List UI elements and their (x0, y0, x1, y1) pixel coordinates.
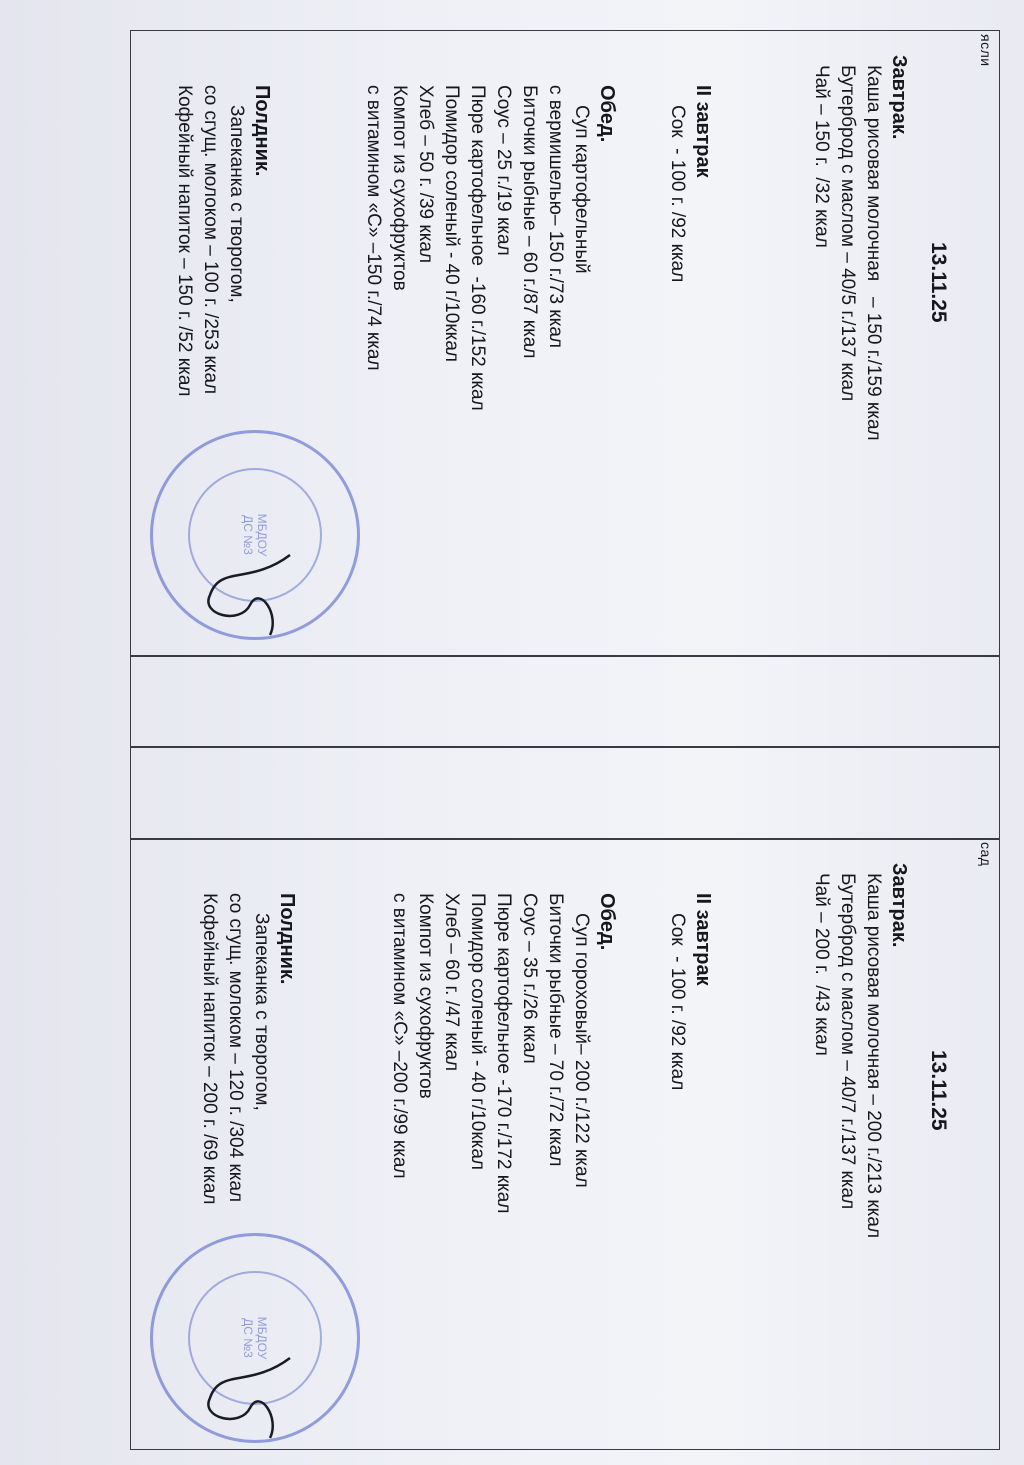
menu-item: Компот из сухофруктов (389, 85, 410, 291)
menu-item: Соус – 35 г./26 ккал (519, 893, 540, 1064)
menu-item: с витамином «С» –200 г./99 ккал (389, 893, 410, 1179)
menu-item: Пюре картофельное -160 г./152 ккал (467, 85, 488, 411)
meal-title: Завтрак. (888, 863, 910, 948)
menu-item: Хлеб – 50 г. /39 ккал (415, 85, 436, 264)
menu-item: Биточки рыбные – 70 г./72 ккал (545, 893, 566, 1167)
meal-title: Полдник. (251, 85, 273, 177)
menu-item: Соус – 25 г./19 ккал (493, 85, 514, 256)
column-divider (130, 746, 1000, 748)
nursery-menu (130, 30, 1000, 655)
stamp-line: ДС №3 (241, 515, 255, 555)
menu-item: со сгущ. молоком – 100 г. /253 ккал (200, 85, 221, 395)
meal-title: Обед. (596, 85, 618, 143)
kindergarten-menu (130, 838, 1000, 1450)
column-divider (130, 655, 1000, 657)
menu-item: Чай – 150 г. /32 ккал (811, 65, 832, 248)
menu-item: Чай – 200 г. /43 ккал (811, 873, 832, 1056)
stamp-line: ДС №3 (241, 1318, 255, 1358)
signature (190, 545, 310, 645)
menu-item: Пюре картофельное -170 г./172 ккал (493, 893, 514, 1214)
menu-item: Суп гороховый– 200 г./122 ккал (571, 913, 592, 1188)
meal-title: II завтрак (692, 893, 714, 986)
menu-item: Суп картофельный (571, 105, 592, 274)
menu-item: Кофейный напиток – 150 г. /52 ккал (174, 85, 195, 397)
menu-item: Каша рисовая молочная – 150 г./159 ккал (863, 65, 884, 441)
breakfast-block (808, 863, 912, 1238)
menu-item: Запеканка с творогом, (226, 105, 247, 303)
breakfast-block (808, 55, 912, 441)
lunch-block (386, 893, 620, 1213)
stamp-line: МБДОУ (255, 513, 269, 557)
stamp-line: МБДОУ (255, 1316, 269, 1360)
menu-item: Хлеб – 60 г. /47 ккал (441, 893, 462, 1072)
snack-block (171, 85, 275, 396)
second-breakfast-block (664, 85, 716, 282)
signature (190, 1348, 310, 1448)
menu-item: Сок - 100 г. /92 ккал (667, 913, 688, 1091)
menu-sheet (130, 30, 1000, 1450)
menu-item: Помидор соленый - 40 г/10ккал (441, 85, 462, 363)
menu-item: с витамином «С» –150 г./74 ккал (363, 85, 384, 371)
menu-date: 13.11.25 (927, 242, 950, 323)
section-header: ясли (978, 34, 994, 67)
meal-title: Завтрак. (888, 55, 910, 140)
menu-item: Сок - 100 г. /92 ккал (667, 105, 688, 283)
section-header: сад (978, 842, 994, 867)
menu-item: Кофейный напиток – 200 г. /69 ккал (199, 893, 220, 1205)
snack-block (196, 893, 300, 1204)
menu-item: Бутерброд с маслом – 40/7 г./137 ккал (837, 873, 858, 1210)
second-breakfast-block (664, 893, 716, 1090)
menu-item: Компот из сухофруктов (415, 893, 436, 1099)
menu-item: Биточки рыбные – 60 г./87 ккал (519, 85, 540, 359)
menu-item: Помидор соленый - 40 г/10ккал (467, 893, 488, 1171)
menu-item: Бутерброд с маслом – 40/5 г./137 ккал (837, 65, 858, 402)
meal-title: II завтрак (692, 85, 714, 178)
menu-item: Запеканка с творогом, (251, 913, 272, 1111)
menu-item: Каша рисовая молочная – 200 г./213 ккал (863, 873, 884, 1239)
meal-title: Полдник. (276, 893, 298, 985)
menu-date: 13.11.25 (927, 1050, 950, 1131)
menu-item: со сгущ. молоком – 120 г. /304 ккал (225, 893, 246, 1203)
menu-item: с вермишелью– 150 г./73 ккал (545, 85, 566, 348)
lunch-block (360, 85, 620, 411)
meal-title: Обед. (596, 893, 618, 951)
